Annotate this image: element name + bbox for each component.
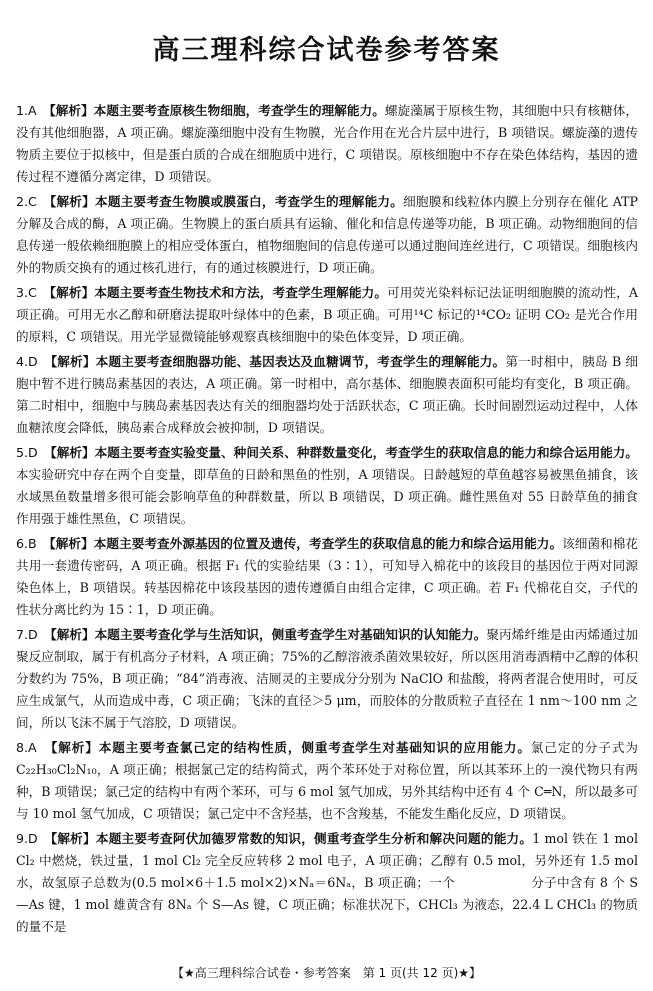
analysis-tag: 【解析】	[50, 627, 95, 642]
answer-list	[16, 100, 638, 941]
item-answer: A	[28, 740, 37, 755]
answer-item-9	[16, 828, 638, 938]
answer-item-3	[16, 282, 638, 348]
item-answer: A	[28, 103, 37, 118]
item-number: 9.	[16, 831, 29, 846]
item-number: 3.	[16, 285, 29, 300]
item-answer: D	[28, 627, 38, 642]
item-number: 4.	[16, 354, 29, 369]
analysis-tag: 【解析】	[49, 194, 95, 209]
item-focus: 本题主要考查阿伏加德罗常数的知识，侧重考查学生分析和解决问题的能力。	[95, 831, 533, 846]
item-number: 1.	[16, 103, 29, 118]
item-focus: 本题主要考查生物技术和方法，考查学生理解能力。	[94, 285, 388, 300]
analysis-tag: 【解析】	[50, 445, 95, 460]
item-focus: 本题主要考查外源基因的位置及遗传，考查学生的获取信息的能力和综合运用能力。	[93, 536, 563, 551]
item-answer: C	[28, 194, 37, 209]
item-focus: 本题主要考查细胞器功能、基因表达及血糖调节，考查学生的理解能力。	[95, 354, 506, 369]
item-focus: 本题主要考查化学与生活知识，侧重考查学生对基础知识的认知能力。	[94, 627, 487, 642]
answer-item-5	[16, 442, 638, 530]
item-answer: D	[28, 445, 38, 460]
item-body: 可用荧光染料标记法证明细胞膜的流动性，A 项正确。可用无水乙醇和研磨法提取叶绿体中的色素，B 项正确。可用¹⁴C 标记的¹⁴CO₂ 证明 CO₂ 是光合作用的原料，C 项错误。用光学显微镜能够观察真核细胞中的染色体变异，D 项正确。	[16, 285, 639, 344]
item-body: 氯己定的分子式为 C₂₂H₃₀Cl₂N₁₀，A 项正确；根据氯己定的结构简式，两个苯环处于对称位置，所以其苯环上的一溴代物只有两种，B 项错误；氯己定的结构中有两个苯环，可与 6 mol 氢气加成，另外其结构中还有 4 个 C═N，所以最多可与 10 mol 氢气加成，C 项错误；氯己定中不含羟基，也不含羧基，不能发生酯化反应，D 项错误。	[16, 740, 639, 821]
item-answer: D	[28, 831, 38, 846]
item-body-part-b: 分子中含有 8 个 S—As 键，1 mol 雄黄含有 8Nₐ 个 S—As 键，C 项正确；标准状况下，CHCl₃ 为液态，22.4 L CHCl₃ 的物质的量不是	[16, 875, 639, 934]
item-focus: 本题主要考查实验变量、种间关系、种群数量变化，考查学生的获取信息的能力和综合运用能力。	[94, 445, 639, 460]
item-body: 聚丙烯纤维是由丙烯通过加聚反应制取，属于有机高分子材料，A 项正确；75%的乙醇溶液杀菌效果较好，所以医用消毒酒精中乙醇的体积分数约为 75%，B 项正确；“84”消毒液、洁厕灵的主要成分分别为 NaClO 和盐酸，将两者混合使用时，可反应生成氯气，从而造成中毒，C 项正确；飞沫的直径＞5 μm，而胶体的分散质粒子直径在 1 nm～100 nm 之间，所以飞沫不属于气溶胶，D 项错误。	[16, 627, 639, 730]
item-answer: D	[28, 354, 38, 369]
item-answer: B	[28, 536, 37, 551]
answer-item-6	[16, 533, 638, 621]
page-title: 高三理科综合试卷参考答案	[152, 35, 501, 66]
item-body: 本实验研究中存在两个自变量，即草鱼的日龄和黑鱼的性别，A 项错误。日龄越短的草鱼越容易被黑鱼捕食，该水域黑鱼数量增多很可能会影响草鱼的种群数量，所以 B 项错误，D 项正确。雌性黑鱼对 55 日龄草鱼的捕食作用强于雄性黑鱼，C 项错误。	[16, 467, 638, 526]
item-number: 8.	[16, 740, 29, 755]
item-body: 螺旋藻属于原核生物，其细胞中只有核糖体，没有其他细胞器，A 项正确。螺旋藻细胞中没有生物膜，光合作用在光合片层中进行，B 项错误。螺旋藻的遗传物质主要位于拟核中，但是蛋白质的合成在细胞质中进行，C 项错误。原核细胞中不存在染色体结构，基因的遗传过程不遵循分离定律，D 项错误。	[16, 103, 639, 184]
answer-item-4	[16, 351, 638, 439]
analysis-tag: 【解析】	[51, 740, 99, 755]
answer-item-1	[16, 100, 638, 188]
analysis-tag: 【解析】	[50, 831, 96, 846]
item-number: 7.	[16, 627, 29, 642]
answer-item-8	[16, 737, 638, 825]
item-body: 第一时相中，胰岛 B 细胞中暂不进行胰岛素基因的表达，A 项正确。第一时相中，高尔基体、细胞膜表面积可能均有变化，B 项正确。第二时相中，细胞中与胰岛素基因表达有关的细胞器均处于活跃状态，C 项正确。长时间剧烈运动过程中，人体血糖浓度会降低，胰岛素合成释放会被抑制，D 项错误。	[16, 354, 639, 435]
analysis-tag: 【解析】	[50, 354, 96, 369]
analysis-tag: 【解析】	[49, 103, 94, 118]
item-focus: 本题主要考查原核生物细胞，考查学生的理解能力。	[93, 103, 385, 118]
analysis-tag: 【解析】	[49, 536, 94, 551]
page-footer: 【★高三理科综合试卷・参考答案 第 1 页(共 12 页)★】	[171, 966, 482, 980]
item-body-part-a: 1 mol 铁在 1 mol Cl₂ 中燃烧，铁过量，1 mol Cl₂ 完全反应转移 2 mol 电子，A 项正确；乙醇有 0.5 mol，另外还有 1.5 mol 水，故氢原子总数为(0.5 mol×6＋1.5 mol×2)×Nₐ＝6Nₐ，B 项正确；一个	[16, 831, 639, 890]
item-focus: 本题主要考查生物膜或膜蛋白，考查学生的理解能力。	[94, 194, 404, 209]
item-body: 该细菌和棉花共用一套遗传密码，A 项正确。根据 F₁ 代的实验结果（3∶1），可知导入棉花中的该段目的基因位于两对同源染色体上，B 项错误。转基因棉花中该段基因的遗传遵循自由组合定律，C 项正确。若 F₁ 代棉花自交，子代的性状分离比约为 15∶1，D 项正确。	[16, 536, 639, 617]
item-answer: C	[28, 285, 37, 300]
item-number: 2.	[16, 194, 29, 209]
answer-item-7	[16, 624, 638, 734]
answer-item-2	[16, 191, 638, 279]
analysis-tag: 【解析】	[49, 285, 95, 300]
item-focus: 本题主要考查氯己定的结构性质，侧重考查学生对基础知识的应用能力。	[98, 740, 531, 755]
item-number: 6.	[16, 536, 29, 551]
item-body: 细胞膜和线粒体内膜上分别存在催化 ATP 分解及合成的酶，A 项正确。生物膜上的蛋白质具有运输、催化和信息传递等功能，B 项正确。动物细胞间的信息传递一般依赖细胞膜上的相应受体蛋白，植物细胞间的信息传递可以通过胞间连丝进行，C 项错误。细胞核内外的物质交换有的通过核孔进行，有的通过核膜进行，D 项正确。	[16, 194, 639, 275]
item-number: 5.	[16, 445, 29, 460]
